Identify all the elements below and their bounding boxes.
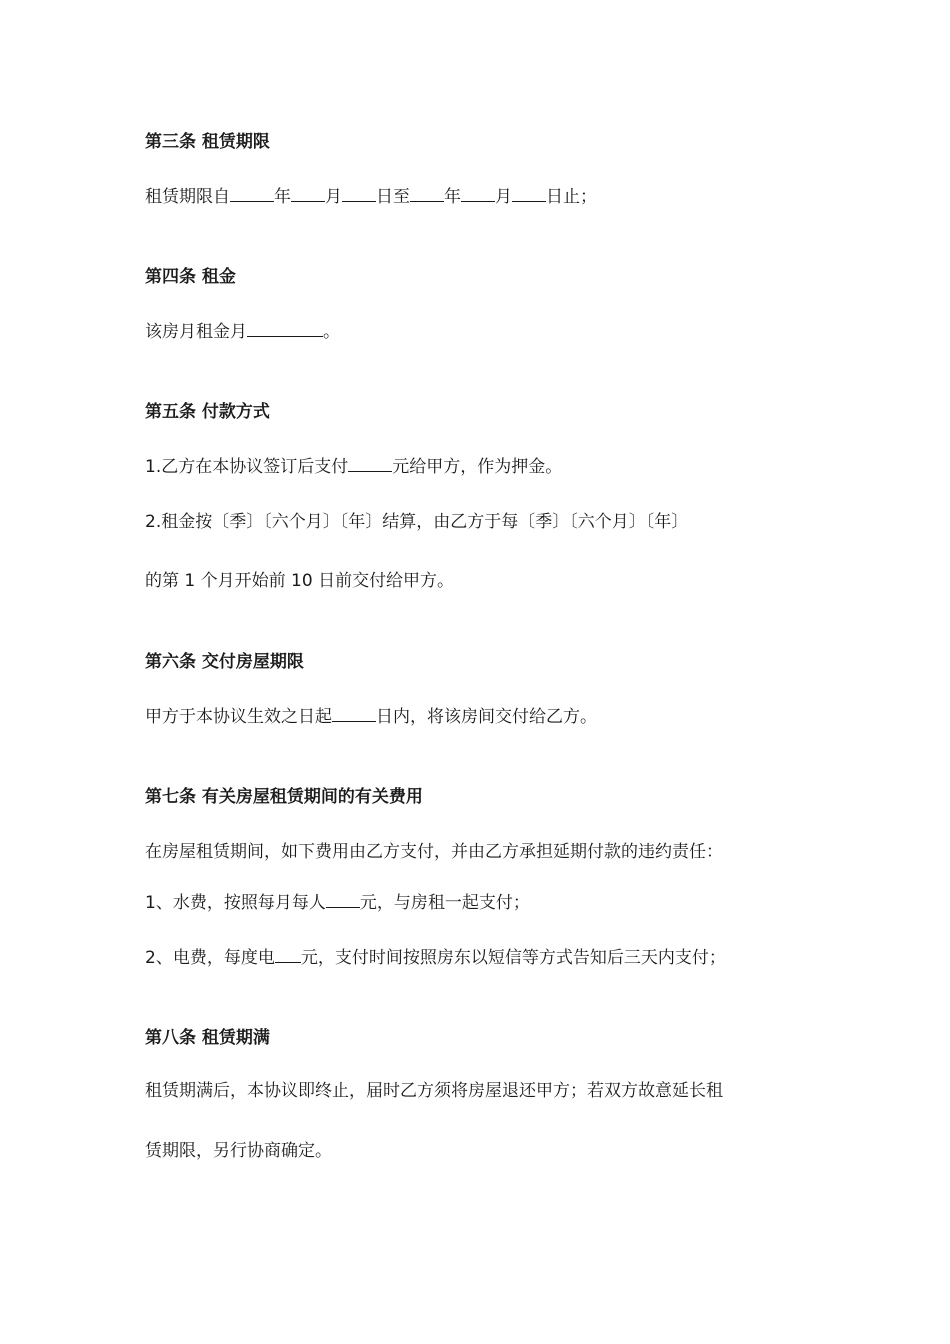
section-4-line-1: 该房月租金月 。 [145, 317, 340, 342]
section-3-heading: 第三条 租赁期限 [145, 132, 270, 152]
section-5-line-3: 的第 1 个月开始前 10 日前交付给甲方。 [145, 571, 455, 591]
blank-field[interactable] [275, 945, 301, 963]
blank-field[interactable] [410, 184, 444, 202]
blank-field[interactable] [230, 184, 274, 202]
section-7-line-3: 2、电费，每度电 元，支付时间按照房东以短信等方式告知后三天内支付； [145, 943, 726, 968]
section-5-heading: 第五条 付款方式 [145, 402, 270, 422]
blank-field[interactable] [291, 184, 325, 202]
blank-field[interactable] [461, 184, 495, 202]
section-7-line-2: 1、水费，按照每月每人 元，与房租一起支付； [145, 888, 530, 913]
section-7-line-1: 在房屋租赁期间，如下费用由乙方支付，并由乙方承担延期付款的违约责任： [145, 842, 723, 862]
blank-field[interactable] [247, 319, 323, 337]
section-3-line-1: 租赁期限自 年 月 日至 年 月 日止； [145, 182, 597, 207]
section-8-line-1: 租赁期满后，本协议即终止，届时乙方须将房屋退还甲方；若双方故意延长租 [145, 1081, 723, 1101]
section-5-line-1: 1.乙方在本协议签订后支付 元给甲方，作为押金。 [145, 452, 562, 477]
section-7-heading: 第七条 有关房屋租赁期间的有关费用 [145, 787, 423, 807]
section-4-heading: 第四条 租金 [145, 267, 236, 287]
section-5-line-2: 2.租金按〔季〕〔六个月〕〔年〕结算，由乙方于每〔季〕〔六个月〕〔年〕 [145, 512, 689, 532]
blank-field[interactable] [342, 184, 376, 202]
section-6-heading: 第六条 交付房屋期限 [145, 652, 304, 672]
section-6-line-1: 甲方于本协议生效之日起 日内，将该房间交付给乙方。 [145, 702, 597, 727]
section-8-line-2: 赁期限，另行协商确定。 [145, 1141, 332, 1161]
blank-field[interactable] [512, 184, 546, 202]
section-8-heading: 第八条 租赁期满 [145, 1028, 270, 1048]
blank-field[interactable] [332, 704, 376, 722]
blank-field[interactable] [348, 454, 392, 472]
blank-field[interactable] [326, 890, 360, 908]
